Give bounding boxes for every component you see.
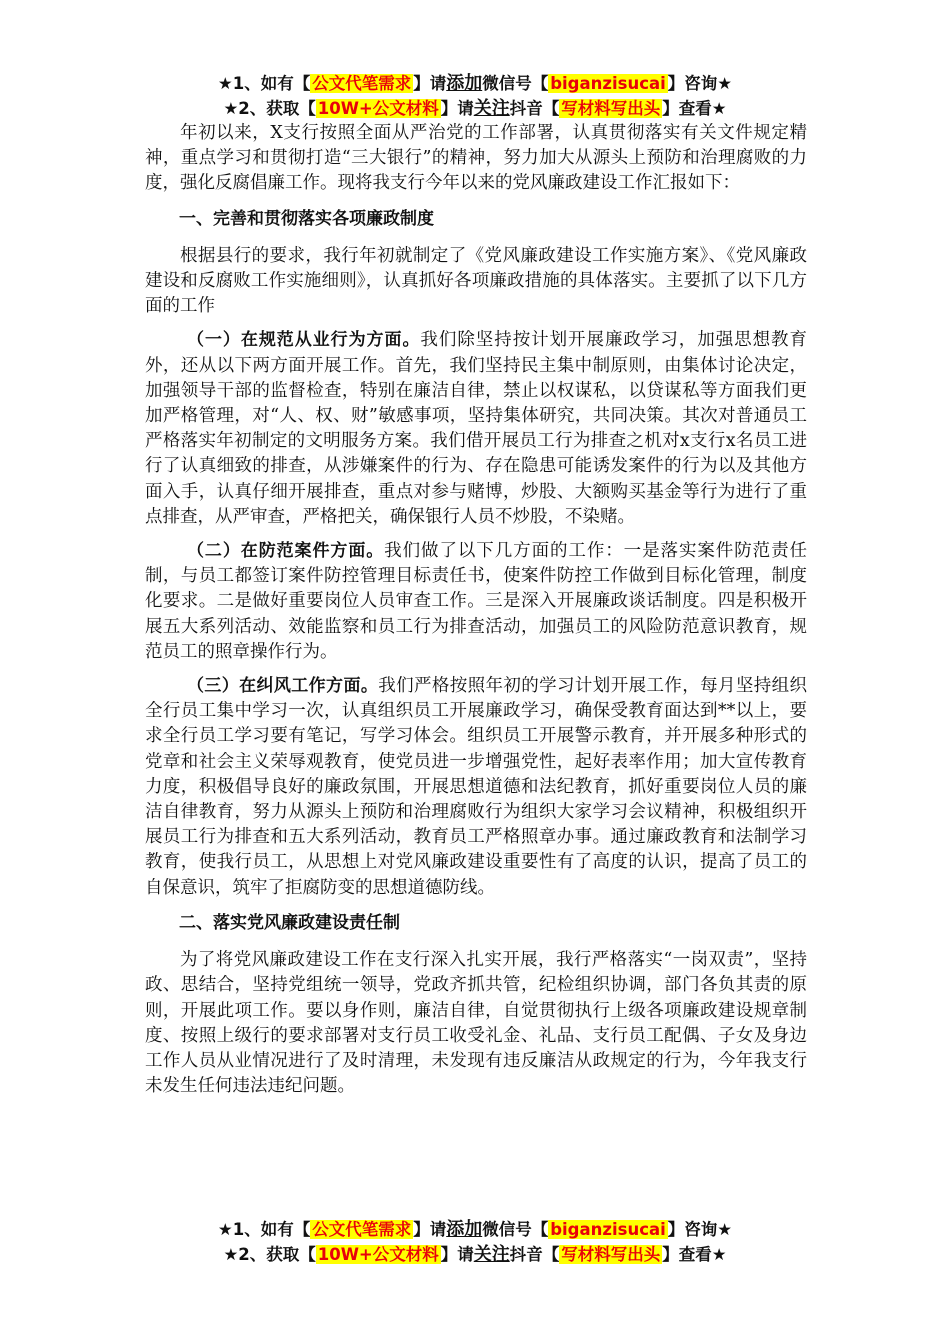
banner-highlight-wechat-id: biganzisucai <box>550 74 666 93</box>
item-2-paragraph <box>145 539 807 665</box>
banner-text: ★1、如有【 <box>217 74 311 93</box>
section-2-title: 二、落实党风廉政建设责任制 <box>179 912 400 933</box>
item-2-text: 我们做了以下几方面的工作：一是落实案件防范责任制，与员工都签订案件防控管理目标责任书，使案件防控工作做到目标化管理，制度化要求。二是做好重要岗位人员审查工作。三是深入开展廉政谈话制度。四是积极开展五大系列活动、效能监察和员工行为排查活动，加强员工的风险防范意识教育，规范员工的照章操作行为。 <box>145 541 808 662</box>
banner-text: 】请 <box>413 74 447 93</box>
banner-highlight-wechat-id: biganzisucai <box>550 1220 666 1239</box>
banner-text: 】咨询★ <box>667 1220 733 1239</box>
banner-highlight: 10W+公文材料 <box>317 1245 439 1264</box>
banner-highlight: 公文代笔需求 <box>312 1220 412 1239</box>
item-1-text: 我们除坚持按计划开展廉政学习，加强思想教育外，还从以下两方面开展工作。首先，我们坚持民主集中制原则，由集体讨论决定，加强领导干部的监督检查，特别在廉洁自律，禁止以权谋私，以贷谋私等方面我们更加严格管理，对“人、权、财”敏感事项，坚持集体研究，共同决策。其次对普通员工严格落实年初制定的文明服务方案。我们借开展员工行为排查之机对x支行x名员工进行了认真细致的排查，从涉嫌案件的行为、存在隐患可能诱发案件的行为以及其他方面入手，认真仔细开展排查，重点对参与赌博，炒股、大额购买基金等行为进行了重点排查，从严审查，严格把关，确保银行人员不炒股，不染赌。 <box>145 330 808 527</box>
section-1-paragraph: 根据县行的要求，我行年初就制定了《党风廉政建设工作实施方案》、《党风廉政建设和反腐败工作实施细则》，认真抓好各项廉政措施的具体落实。主要抓了以下几方面的工作 <box>145 245 807 317</box>
item-3-paragraph <box>145 674 807 901</box>
banner-text: 】查看★ <box>662 99 727 118</box>
banner-highlight-douyin: 写材料写出头 <box>561 1245 661 1264</box>
banner-highlight-douyin: 写材料写出头 <box>561 99 661 118</box>
banner-text: 】请 <box>413 1220 447 1239</box>
banner-emphasis: 关注 <box>473 98 510 119</box>
item-2-lead: （二）在防范案件方面。 <box>187 541 385 562</box>
bottom-banner-line-1 <box>0 1217 950 1242</box>
banner-text: 抖音【 <box>509 99 560 118</box>
item-3-lead: （三）在纠风工作方面。 <box>187 676 379 697</box>
intro-paragraph: 年初以来，X支行按照全面从严治党的工作部署，认真贯彻落实有关文件规定精神，重点学习和贯彻打造“三大银行”的精神，努力加大从源头上预防和治理腐败的力度，强化反腐倡廉工作。现将我支行今年以来的党风廉政建设工作汇报如下： <box>145 123 807 194</box>
banner-text: 微信号【 <box>482 1220 549 1239</box>
document-body <box>145 121 807 1108</box>
banner-text: 抖音【 <box>509 1245 560 1264</box>
banner-text: 微信号【 <box>482 74 549 93</box>
banner-text: 】查看★ <box>662 1245 727 1264</box>
item-1-paragraph <box>145 328 807 530</box>
top-banner-line-1 <box>0 71 950 96</box>
banner-text: 】请 <box>440 99 474 118</box>
bottom-banner-line-2 <box>0 1242 950 1267</box>
banner-text: ★2、获取【 <box>223 99 316 118</box>
section-1-title: 一、完善和贯彻落实各项廉政制度 <box>179 208 434 229</box>
banner-text: 】咨询★ <box>667 74 733 93</box>
banner-emphasis: 添加 <box>446 73 483 94</box>
banner-text: ★1、如有【 <box>217 1220 311 1239</box>
item-1-lead: （一）在规范从业行为方面。 <box>187 330 421 351</box>
banner-highlight: 10W+公文材料 <box>317 99 439 118</box>
banner-highlight: 公文代笔需求 <box>312 74 412 93</box>
top-banner-line-2 <box>0 96 950 121</box>
banner-emphasis: 关注 <box>473 1244 510 1265</box>
section-2-paragraph: 为了将党风廉政建设工作在支行深入扎实开展，我行严格落实“一岗双责”，坚持政、思结合，坚持党组统一领导，党政齐抓共管，纪检组织协调，部门各负其责的原则，开展此项工作。要以身作则，廉洁自律，自觉贯彻执行上级各项廉政建设规章制度、按照上级行的要求部署对支行员工收受礼金、礼品、支行员工配偶、子女及身边工作人员从业情况进行了及时清理，未发现有违反廉洁从政规定的行为，今年我支行未发生任何违法违纪问题。 <box>145 950 807 1097</box>
banner-emphasis: 添加 <box>446 1219 483 1240</box>
banner-text: ★2、获取【 <box>223 1245 316 1264</box>
item-3-text: 我们严格按照年初的学习计划开展工作，每月坚持组织全行员工集中学习一次，认真组织员工开展廉政学习，确保受教育面达到**以上，要求全行员工学习要有笔记，写学习体会。组织员工开展警示教育，并开展多种形式的党章和社会主义荣辱观教育，使党员进一步增强党性，起好表率作用；加大宣传教育力度，积极倡导良好的廉政氛围，开展思想道德和法纪教育，抓好重要岗位人员的廉洁自律教育，努力从源头上预防和治理腐败行为组织大家学习会议精神，积极组织开展员工行为排查和五大系列活动，教育员工严格照章办事。通过廉政教育和法制学习教育，使我行员工，从思想上对党风廉政建设重要性有了高度的认识，提高了员工的自保意识，筑牢了拒腐防变的思想道德防线。 <box>145 676 808 898</box>
banner-text: 】请 <box>440 1245 474 1264</box>
